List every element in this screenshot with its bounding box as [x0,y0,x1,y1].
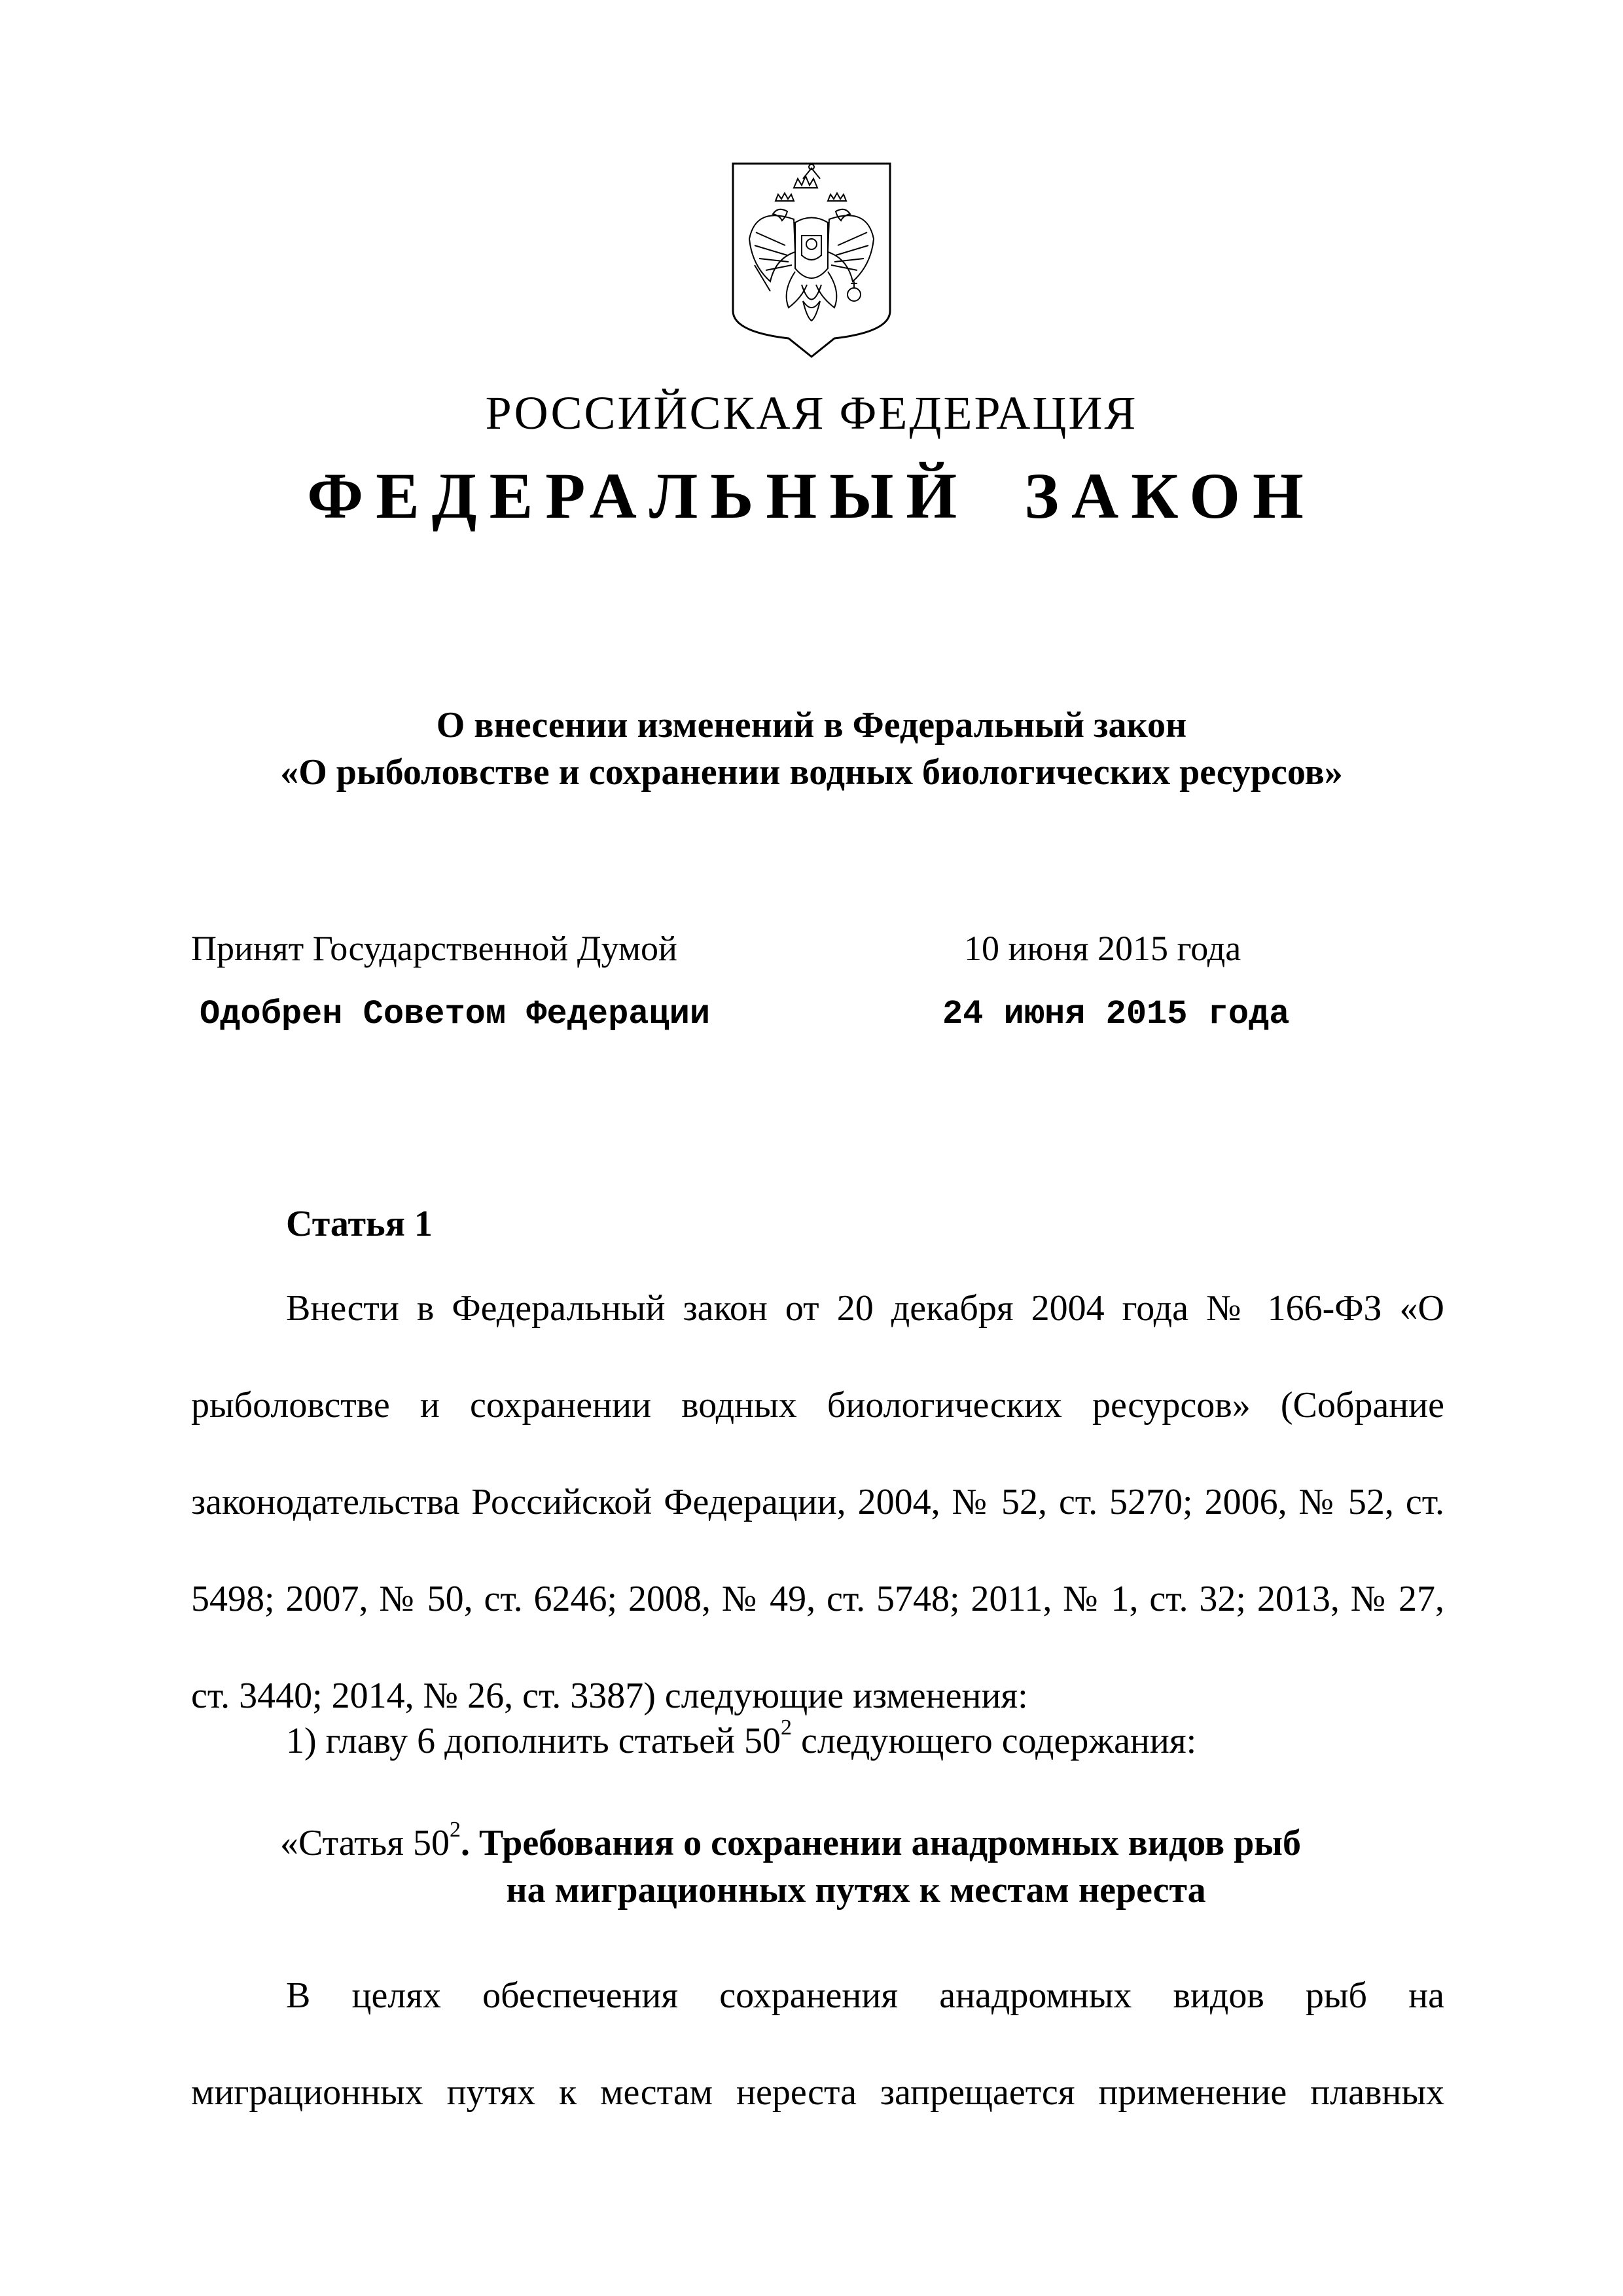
country-name: РОССИЙСКАЯ ФЕДЕРАЦИЯ [485,387,1138,439]
article-1-intro-paragraph: Внести в Федеральный закон от 20 декабря 2004 года № 166-ФЗ «О рыболовстве и сохранении водных биологических ресурсов» (Собрание законодательства Российской Федерации, 2004, № 52, ст. 5270; 2006, № 52, ст. 5498; 2007, № 50, ст. 6246; 2008, № 49, ст. 5748; 2011, № 1, ст. 32; 2013, № 27, ст. 3440; 2014, № 26, ст. 3387) следующие изменения: [191,1288,1444,1716]
article-1-heading: Статья 1 [286,1204,433,1244]
new-article-number: «Статья 50 [280,1823,450,1863]
article-1-intro-block [191,1260,1444,1744]
item-1-prefix: 1) главу 6 дополнить статьей 50 [286,1721,781,1761]
new-article-dot: . [460,1823,479,1863]
law-title-line-2: «О рыболовстве и сохранении водных биологических ресурсов» [280,752,1343,793]
law-title-line-1: О внесении изменений в Федеральный закон [436,705,1187,745]
item-1-line [286,1715,1197,1762]
law-title [0,702,1623,796]
council-approval-date: 24 июня 2015 года [942,995,1290,1033]
council-approval-label: Одобрен Советом Федерации [200,995,711,1033]
item-1-superscript: 2 [780,1715,792,1740]
duma-adoption-date: 10 июня 2015 года [964,929,1241,968]
new-article-superscript: 2 [449,1818,461,1842]
new-article-title-line-2: на миграционных путях к местам нереста [506,1870,1206,1910]
new-article-text-block [191,1947,1444,2141]
duma-adoption-label: Принят Государственной Думой [191,929,677,968]
document-type: ФЕДЕРАЛЬНЫЙ ЗАКОН [307,459,1316,532]
item-1-suffix: следующего содержания: [791,1721,1197,1761]
new-article-heading [280,1820,1432,1914]
coat-of-arms-emblem [730,160,893,360]
new-article-title-line-1: Требования о сохранении анадромных видов рыб [478,1823,1301,1863]
new-article-text-paragraph: В целях обеспечения сохранения анадромных видов рыб на миграционных путях к местам нереста запрещается применение плавных [191,1975,1444,2113]
